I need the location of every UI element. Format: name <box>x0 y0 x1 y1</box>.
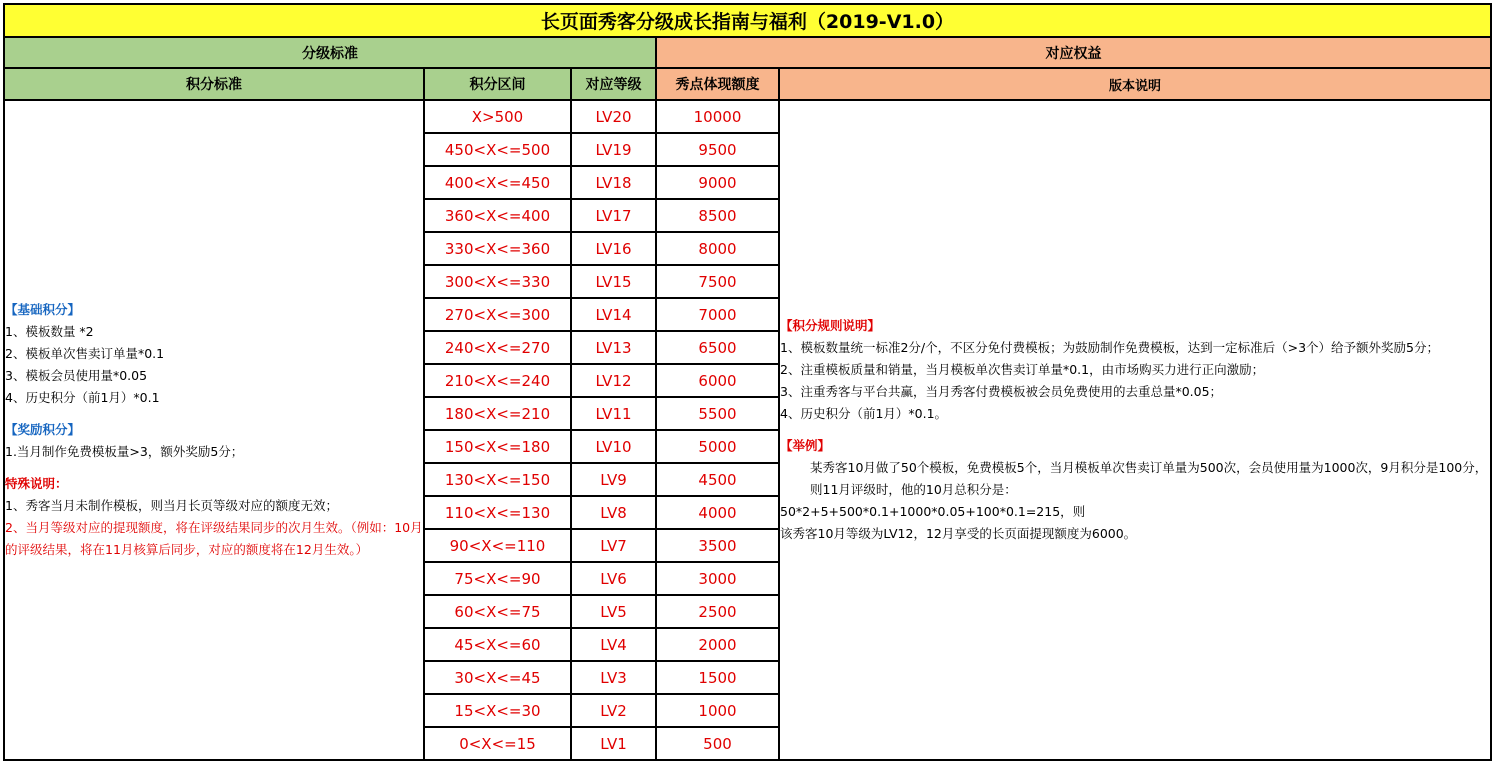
basic-points-item: 3、模板会员使用量*0.05 <box>5 368 148 383</box>
range-cell: 270<X<=300 <box>424 298 571 331</box>
rule-item: 3、注重秀客与平台共赢，当月秀客付费模板被会员免费使用的去重总量*0.05； <box>780 384 1223 399</box>
range-cell: 400<X<=450 <box>424 166 571 199</box>
amount-cell: 7500 <box>656 265 779 298</box>
range-cell: 130<X<=150 <box>424 463 571 496</box>
amount-cell: 5000 <box>656 430 779 463</box>
basic-points-item: 4、历史积分（前1月）*0.1 <box>5 390 160 405</box>
range-cell: 300<X<=330 <box>424 265 571 298</box>
range-cell: 210<X<=240 <box>424 364 571 397</box>
amount-cell: 8000 <box>656 232 779 265</box>
col-header-version: 版本说明 <box>779 68 1491 100</box>
amount-cell: 4500 <box>656 463 779 496</box>
amount-cell: 9500 <box>656 133 779 166</box>
rule-item: 2、注重模板质量和销量，当月模板单次售卖订单量*0.1，由市场购买力进行正向激励； <box>780 362 1265 377</box>
rule-item: 4、历史积分（前1月）*0.1。 <box>780 406 948 421</box>
level-cell: LV5 <box>571 595 656 628</box>
range-cell: 110<X<=130 <box>424 496 571 529</box>
range-cell: 45<X<=60 <box>424 628 571 661</box>
amount-cell: 6000 <box>656 364 779 397</box>
amount-cell: 1500 <box>656 661 779 694</box>
level-cell: LV15 <box>571 265 656 298</box>
grading-table <box>3 3 1492 761</box>
level-cell: LV11 <box>571 397 656 430</box>
amount-cell: 8500 <box>656 199 779 232</box>
level-cell: LV1 <box>571 727 656 760</box>
group-header-grading: 分级标准 <box>4 37 656 68</box>
level-cell: LV6 <box>571 562 656 595</box>
level-cell: LV4 <box>571 628 656 661</box>
level-cell: LV8 <box>571 496 656 529</box>
range-cell: 60<X<=75 <box>424 595 571 628</box>
range-cell: 150<X<=180 <box>424 430 571 463</box>
level-cell: LV3 <box>571 661 656 694</box>
col-header-amount: 秀点体现额度 <box>656 68 779 100</box>
range-cell: 240<X<=270 <box>424 331 571 364</box>
reward-points-heading: 【奖励积分】 <box>5 422 81 437</box>
rules-heading: 【积分规则说明】 <box>780 318 881 333</box>
level-cell: LV9 <box>571 463 656 496</box>
example-text: 某秀客10月做了50个模板，免费模板5个，当月模板单次售卖订单量为500次，会员使用量为1000次，9月积分是100分，则11月评级时，他的10月总积分是： <box>810 460 1488 497</box>
level-cell: LV7 <box>571 529 656 562</box>
level-cell: LV17 <box>571 199 656 232</box>
range-cell: 75<X<=90 <box>424 562 571 595</box>
reward-points-item: 1.当月制作免费模板量>3，额外奖励5分； <box>5 444 244 459</box>
amount-cell: 2000 <box>656 628 779 661</box>
amount-cell: 3000 <box>656 562 779 595</box>
range-cell: 360<X<=400 <box>424 199 571 232</box>
amount-cell: 500 <box>656 727 779 760</box>
level-cell: LV13 <box>571 331 656 364</box>
range-cell: 180<X<=210 <box>424 397 571 430</box>
range-cell: 15<X<=30 <box>424 694 571 727</box>
example-text: 该秀客10月等级为LV12，12月享受的长页面提现额度为6000。 <box>780 526 1137 541</box>
range-cell: 330<X<=360 <box>424 232 571 265</box>
amount-cell: 4000 <box>656 496 779 529</box>
amount-cell: 6500 <box>656 331 779 364</box>
level-cell: LV20 <box>571 100 656 133</box>
col-header-level: 对应等级 <box>571 68 656 100</box>
level-cell: LV14 <box>571 298 656 331</box>
basic-points-item: 1、模板数量 *2 <box>5 324 94 339</box>
group-header-benefits: 对应权益 <box>656 37 1491 68</box>
level-cell: LV2 <box>571 694 656 727</box>
points-standard-notes <box>4 100 424 760</box>
range-cell: 90<X<=110 <box>424 529 571 562</box>
rule-item: 1、模板数量统一标准2分/个，不区分免付费模板；为鼓励制作免费模板，达到一定标准后（>3个）给予额外奖励5分； <box>780 340 1439 355</box>
level-cell: LV18 <box>571 166 656 199</box>
amount-cell: 3500 <box>656 529 779 562</box>
level-cell: LV16 <box>571 232 656 265</box>
amount-cell: 10000 <box>656 100 779 133</box>
special-note-item: 1、秀客当月未制作模板，则当月长页等级对应的额度无效； <box>5 498 338 513</box>
amount-cell: 9000 <box>656 166 779 199</box>
amount-cell: 1000 <box>656 694 779 727</box>
amount-cell: 2500 <box>656 595 779 628</box>
version-notes <box>779 100 1491 760</box>
special-notes-heading: 特殊说明： <box>5 476 68 491</box>
amount-cell: 7000 <box>656 298 779 331</box>
amount-cell: 5500 <box>656 397 779 430</box>
basic-points-heading: 【基础积分】 <box>5 302 81 317</box>
example-text: 50*2+5+500*0.1+1000*0.05+100*0.1=215，则 <box>780 504 1086 519</box>
basic-points-item: 2、模板单次售卖订单量*0.1 <box>5 346 165 361</box>
sheet-title: 长页面秀客分级成长指南与福利（2019-V1.0） <box>4 4 1491 37</box>
col-header-range: 积分区间 <box>424 68 571 100</box>
special-note-item: 2、当月等级对应的提现额度，将在评级结果同步的次月生效。（例如：10月的评级结果，将在11月核算后同步，对应的额度将在12月生效。） <box>5 520 423 557</box>
level-cell: LV12 <box>571 364 656 397</box>
level-cell: LV19 <box>571 133 656 166</box>
range-cell: 0<X<=15 <box>424 727 571 760</box>
col-header-standard: 积分标准 <box>4 68 424 100</box>
range-cell: 450<X<=500 <box>424 133 571 166</box>
range-cell: 30<X<=45 <box>424 661 571 694</box>
range-cell: X>500 <box>424 100 571 133</box>
example-heading: 【举例】 <box>780 438 831 453</box>
level-cell: LV10 <box>571 430 656 463</box>
